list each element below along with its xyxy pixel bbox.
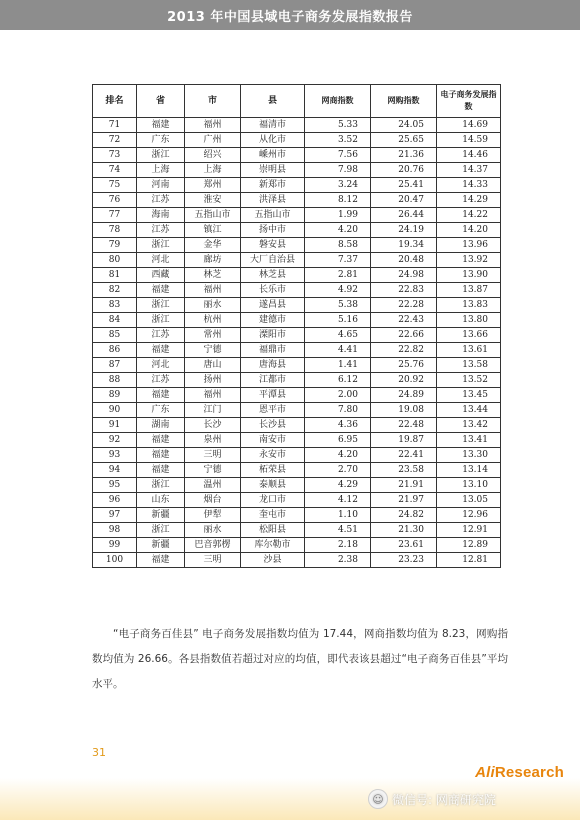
city-cell: 福州 bbox=[185, 388, 241, 403]
column-header-county: 县 bbox=[241, 85, 305, 118]
county-cell: 遂昌县 bbox=[241, 298, 305, 313]
city-cell: 扬州 bbox=[185, 373, 241, 388]
city-cell: 宁德 bbox=[185, 343, 241, 358]
shopping-index-cell: 21.30 bbox=[371, 523, 437, 538]
province-cell: 浙江 bbox=[137, 148, 185, 163]
county-cell: 崇明县 bbox=[241, 163, 305, 178]
merchant-index-cell: 4.65 bbox=[305, 328, 371, 343]
table-row bbox=[93, 508, 501, 523]
ecommerce-index-cell: 14.69 bbox=[437, 118, 501, 133]
county-cell: 扬中市 bbox=[241, 223, 305, 238]
shopping-index-cell: 20.76 bbox=[371, 163, 437, 178]
aliresearch-logo bbox=[475, 764, 564, 781]
rank-cell: 79 bbox=[93, 238, 137, 253]
county-cell: 库尔勒市 bbox=[241, 538, 305, 553]
merchant-index-cell: 7.37 bbox=[305, 253, 371, 268]
merchant-index-cell: 4.41 bbox=[305, 343, 371, 358]
shopping-index-cell: 22.28 bbox=[371, 298, 437, 313]
table-row bbox=[93, 313, 501, 328]
province-cell: 江苏 bbox=[137, 373, 185, 388]
table-row bbox=[93, 328, 501, 343]
county-cell: 奎屯市 bbox=[241, 508, 305, 523]
shopping-index-cell: 25.41 bbox=[371, 178, 437, 193]
shopping-index-cell: 19.34 bbox=[371, 238, 437, 253]
ranking-table-container bbox=[92, 84, 500, 568]
merchant-index-cell: 4.51 bbox=[305, 523, 371, 538]
ecommerce-index-cell: 13.44 bbox=[437, 403, 501, 418]
rank-cell: 75 bbox=[93, 178, 137, 193]
table-row bbox=[93, 298, 501, 313]
merchant-index-cell: 5.38 bbox=[305, 298, 371, 313]
shopping-index-cell: 22.41 bbox=[371, 448, 437, 463]
county-cell: 福清市 bbox=[241, 118, 305, 133]
ecommerce-index-cell: 14.33 bbox=[437, 178, 501, 193]
shopping-index-cell: 24.82 bbox=[371, 508, 437, 523]
rank-cell: 96 bbox=[93, 493, 137, 508]
province-cell: 广东 bbox=[137, 403, 185, 418]
province-cell: 福建 bbox=[137, 343, 185, 358]
rank-cell: 97 bbox=[93, 508, 137, 523]
table-row bbox=[93, 538, 501, 553]
province-cell: 福建 bbox=[137, 118, 185, 133]
rank-cell: 81 bbox=[93, 268, 137, 283]
shopping-index-cell: 21.36 bbox=[371, 148, 437, 163]
province-cell: 浙江 bbox=[137, 238, 185, 253]
ecommerce-index-cell: 14.29 bbox=[437, 193, 501, 208]
ecommerce-index-cell: 13.92 bbox=[437, 253, 501, 268]
logo-research-text: Research bbox=[494, 764, 564, 781]
merchant-index-cell: 7.98 bbox=[305, 163, 371, 178]
shopping-index-cell: 25.76 bbox=[371, 358, 437, 373]
ecommerce-index-cell: 13.05 bbox=[437, 493, 501, 508]
city-cell: 金华 bbox=[185, 238, 241, 253]
rank-cell: 86 bbox=[93, 343, 137, 358]
province-cell: 福建 bbox=[137, 388, 185, 403]
table-row bbox=[93, 238, 501, 253]
city-cell: 五指山市 bbox=[185, 208, 241, 223]
ecommerce-index-cell: 13.41 bbox=[437, 433, 501, 448]
table-row bbox=[93, 388, 501, 403]
merchant-index-cell: 7.80 bbox=[305, 403, 371, 418]
rank-cell: 98 bbox=[93, 523, 137, 538]
ecommerce-index-cell: 12.81 bbox=[437, 553, 501, 568]
province-cell: 浙江 bbox=[137, 298, 185, 313]
city-cell: 伊犁 bbox=[185, 508, 241, 523]
county-cell: 从化市 bbox=[241, 133, 305, 148]
ecommerce-index-cell: 14.46 bbox=[437, 148, 501, 163]
county-cell: 磐安县 bbox=[241, 238, 305, 253]
shopping-index-cell: 24.19 bbox=[371, 223, 437, 238]
county-cell: 洪泽县 bbox=[241, 193, 305, 208]
ranking-table bbox=[92, 84, 501, 568]
province-cell: 河北 bbox=[137, 358, 185, 373]
ecommerce-index-cell: 13.87 bbox=[437, 283, 501, 298]
table-row bbox=[93, 208, 501, 223]
city-cell: 烟台 bbox=[185, 493, 241, 508]
merchant-index-cell: 4.12 bbox=[305, 493, 371, 508]
city-cell: 福州 bbox=[185, 118, 241, 133]
ecommerce-index-cell: 14.22 bbox=[437, 208, 501, 223]
shopping-index-cell: 25.65 bbox=[371, 133, 437, 148]
wechat-icon: ☺ bbox=[368, 789, 388, 809]
rank-cell: 83 bbox=[93, 298, 137, 313]
rank-cell: 91 bbox=[93, 418, 137, 433]
city-cell: 巴音郭楞 bbox=[185, 538, 241, 553]
table-row bbox=[93, 163, 501, 178]
rank-cell: 87 bbox=[93, 358, 137, 373]
ecommerce-index-cell: 13.45 bbox=[437, 388, 501, 403]
rank-cell: 72 bbox=[93, 133, 137, 148]
county-cell: 五指山市 bbox=[241, 208, 305, 223]
province-cell: 海南 bbox=[137, 208, 185, 223]
county-cell: 嵊州市 bbox=[241, 148, 305, 163]
table-row bbox=[93, 403, 501, 418]
merchant-index-cell: 6.12 bbox=[305, 373, 371, 388]
county-cell: 唐海县 bbox=[241, 358, 305, 373]
merchant-index-cell: 4.92 bbox=[305, 283, 371, 298]
county-cell: 永安市 bbox=[241, 448, 305, 463]
table-row bbox=[93, 478, 501, 493]
rank-cell: 77 bbox=[93, 208, 137, 223]
report-title: 2013 年中国县域电子商务发展指数报告 bbox=[167, 9, 413, 25]
ecommerce-index-cell: 12.91 bbox=[437, 523, 501, 538]
shopping-index-cell: 24.05 bbox=[371, 118, 437, 133]
province-cell: 山东 bbox=[137, 493, 185, 508]
ecommerce-index-cell: 14.59 bbox=[437, 133, 501, 148]
province-cell: 西藏 bbox=[137, 268, 185, 283]
merchant-index-cell: 4.29 bbox=[305, 478, 371, 493]
ecommerce-index-cell: 13.58 bbox=[437, 358, 501, 373]
shopping-index-cell: 22.48 bbox=[371, 418, 437, 433]
shopping-index-cell: 19.87 bbox=[371, 433, 437, 448]
merchant-index-cell: 2.81 bbox=[305, 268, 371, 283]
column-header-province: 省 bbox=[137, 85, 185, 118]
merchant-index-cell: 1.99 bbox=[305, 208, 371, 223]
province-cell: 福建 bbox=[137, 553, 185, 568]
merchant-index-cell: 3.52 bbox=[305, 133, 371, 148]
ecommerce-index-cell: 13.30 bbox=[437, 448, 501, 463]
shopping-index-cell: 24.98 bbox=[371, 268, 437, 283]
ecommerce-index-cell: 13.96 bbox=[437, 238, 501, 253]
table-row bbox=[93, 493, 501, 508]
shopping-index-cell: 23.58 bbox=[371, 463, 437, 478]
column-header-merchant-index: 网商指数 bbox=[305, 85, 371, 118]
city-cell: 三明 bbox=[185, 553, 241, 568]
county-cell: 江都市 bbox=[241, 373, 305, 388]
city-cell: 江门 bbox=[185, 403, 241, 418]
table-row bbox=[93, 358, 501, 373]
county-cell: 大厂自治县 bbox=[241, 253, 305, 268]
page-header bbox=[0, 0, 580, 30]
merchant-index-cell: 7.56 bbox=[305, 148, 371, 163]
city-cell: 泉州 bbox=[185, 433, 241, 448]
county-cell: 长乐市 bbox=[241, 283, 305, 298]
shopping-index-cell: 24.89 bbox=[371, 388, 437, 403]
table-row bbox=[93, 253, 501, 268]
county-cell: 平潭县 bbox=[241, 388, 305, 403]
shopping-index-cell: 21.91 bbox=[371, 478, 437, 493]
ecommerce-index-cell: 13.42 bbox=[437, 418, 501, 433]
province-cell: 江苏 bbox=[137, 223, 185, 238]
rank-cell: 78 bbox=[93, 223, 137, 238]
shopping-index-cell: 22.82 bbox=[371, 343, 437, 358]
merchant-index-cell: 4.20 bbox=[305, 223, 371, 238]
rank-cell: 89 bbox=[93, 388, 137, 403]
city-cell: 三明 bbox=[185, 448, 241, 463]
rank-cell: 73 bbox=[93, 148, 137, 163]
city-cell: 郑州 bbox=[185, 178, 241, 193]
ecommerce-index-cell: 13.14 bbox=[437, 463, 501, 478]
column-header-rank: 排名 bbox=[93, 85, 137, 118]
table-row bbox=[93, 433, 501, 448]
table-row bbox=[93, 283, 501, 298]
city-cell: 福州 bbox=[185, 283, 241, 298]
shopping-index-cell: 23.61 bbox=[371, 538, 437, 553]
shopping-index-cell: 20.48 bbox=[371, 253, 437, 268]
province-cell: 江苏 bbox=[137, 328, 185, 343]
city-cell: 上海 bbox=[185, 163, 241, 178]
city-cell: 丽水 bbox=[185, 298, 241, 313]
shopping-index-cell: 23.23 bbox=[371, 553, 437, 568]
province-cell: 新疆 bbox=[137, 538, 185, 553]
rank-cell: 99 bbox=[93, 538, 137, 553]
table-body bbox=[93, 118, 501, 568]
ecommerce-index-cell: 12.96 bbox=[437, 508, 501, 523]
shopping-index-cell: 19.08 bbox=[371, 403, 437, 418]
ecommerce-index-cell: 13.80 bbox=[437, 313, 501, 328]
county-cell: 南安市 bbox=[241, 433, 305, 448]
merchant-index-cell: 8.58 bbox=[305, 238, 371, 253]
wechat-watermark bbox=[368, 788, 573, 810]
table-row bbox=[93, 373, 501, 388]
shopping-index-cell: 22.43 bbox=[371, 313, 437, 328]
city-cell: 林芝 bbox=[185, 268, 241, 283]
ecommerce-index-cell: 13.52 bbox=[437, 373, 501, 388]
province-cell: 福建 bbox=[137, 433, 185, 448]
merchant-index-cell: 5.33 bbox=[305, 118, 371, 133]
ecommerce-index-cell: 13.66 bbox=[437, 328, 501, 343]
city-cell: 长沙 bbox=[185, 418, 241, 433]
shopping-index-cell: 21.97 bbox=[371, 493, 437, 508]
ecommerce-index-cell: 14.37 bbox=[437, 163, 501, 178]
rank-cell: 80 bbox=[93, 253, 137, 268]
city-cell: 廊坊 bbox=[185, 253, 241, 268]
shopping-index-cell: 26.44 bbox=[371, 208, 437, 223]
province-cell: 江苏 bbox=[137, 193, 185, 208]
column-header-ecommerce-index: 电子商务发展指数 bbox=[437, 85, 501, 118]
province-cell: 上海 bbox=[137, 163, 185, 178]
table-row bbox=[93, 118, 501, 133]
merchant-index-cell: 2.38 bbox=[305, 553, 371, 568]
rank-cell: 74 bbox=[93, 163, 137, 178]
county-cell: 沙县 bbox=[241, 553, 305, 568]
province-cell: 福建 bbox=[137, 448, 185, 463]
rank-cell: 94 bbox=[93, 463, 137, 478]
table-row bbox=[93, 523, 501, 538]
ecommerce-index-cell: 13.90 bbox=[437, 268, 501, 283]
merchant-index-cell: 3.24 bbox=[305, 178, 371, 193]
table-row bbox=[93, 148, 501, 163]
merchant-index-cell: 2.70 bbox=[305, 463, 371, 478]
rank-cell: 90 bbox=[93, 403, 137, 418]
table-row bbox=[93, 553, 501, 568]
rank-cell: 84 bbox=[93, 313, 137, 328]
city-cell: 丽水 bbox=[185, 523, 241, 538]
province-cell: 湖南 bbox=[137, 418, 185, 433]
county-cell: 泰顺县 bbox=[241, 478, 305, 493]
county-cell: 建德市 bbox=[241, 313, 305, 328]
wechat-label: 微信号: 网商研究院 bbox=[392, 792, 496, 807]
city-cell: 镇江 bbox=[185, 223, 241, 238]
rank-cell: 85 bbox=[93, 328, 137, 343]
county-cell: 龙口市 bbox=[241, 493, 305, 508]
rank-cell: 82 bbox=[93, 283, 137, 298]
shopping-index-cell: 20.47 bbox=[371, 193, 437, 208]
province-cell: 河南 bbox=[137, 178, 185, 193]
county-cell: 新郑市 bbox=[241, 178, 305, 193]
ecommerce-index-cell: 13.61 bbox=[437, 343, 501, 358]
table-row bbox=[93, 133, 501, 148]
province-cell: 福建 bbox=[137, 463, 185, 478]
page-number: 31 bbox=[92, 746, 106, 759]
merchant-index-cell: 2.18 bbox=[305, 538, 371, 553]
column-header-city: 市 bbox=[185, 85, 241, 118]
ecommerce-index-cell: 12.89 bbox=[437, 538, 501, 553]
merchant-index-cell: 4.20 bbox=[305, 448, 371, 463]
county-cell: 福鼎市 bbox=[241, 343, 305, 358]
province-cell: 浙江 bbox=[137, 523, 185, 538]
merchant-index-cell: 1.10 bbox=[305, 508, 371, 523]
shopping-index-cell: 20.92 bbox=[371, 373, 437, 388]
province-cell: 福建 bbox=[137, 283, 185, 298]
county-cell: 林芝县 bbox=[241, 268, 305, 283]
shopping-index-cell: 22.66 bbox=[371, 328, 437, 343]
merchant-index-cell: 2.00 bbox=[305, 388, 371, 403]
county-cell: 长沙县 bbox=[241, 418, 305, 433]
province-cell: 河北 bbox=[137, 253, 185, 268]
table-row bbox=[93, 343, 501, 358]
ecommerce-index-cell: 14.20 bbox=[437, 223, 501, 238]
logo-ali-text: Ali bbox=[475, 764, 495, 781]
rank-cell: 88 bbox=[93, 373, 137, 388]
county-cell: 溧阳市 bbox=[241, 328, 305, 343]
city-cell: 绍兴 bbox=[185, 148, 241, 163]
province-cell: 浙江 bbox=[137, 478, 185, 493]
county-cell: 恩平市 bbox=[241, 403, 305, 418]
table-row bbox=[93, 193, 501, 208]
city-cell: 杭州 bbox=[185, 313, 241, 328]
summary-paragraph: “电子商务百佳县” 电子商务发展指数均值为 17.44，网商指数均值为 8.23，网购指数均值为 26.66。各县指数值若超过对应的均值，即代表该县超过“电子商务百佳县”平均水平。 bbox=[92, 628, 508, 690]
ecommerce-index-cell: 13.10 bbox=[437, 478, 501, 493]
city-cell: 温州 bbox=[185, 478, 241, 493]
table-row bbox=[93, 448, 501, 463]
column-header-shopping-index: 网购指数 bbox=[371, 85, 437, 118]
merchant-index-cell: 8.12 bbox=[305, 193, 371, 208]
rank-cell: 76 bbox=[93, 193, 137, 208]
rank-cell: 92 bbox=[93, 433, 137, 448]
table-header-row bbox=[93, 85, 501, 118]
city-cell: 常州 bbox=[185, 328, 241, 343]
city-cell: 唐山 bbox=[185, 358, 241, 373]
ecommerce-index-cell: 13.83 bbox=[437, 298, 501, 313]
province-cell: 浙江 bbox=[137, 313, 185, 328]
merchant-index-cell: 5.16 bbox=[305, 313, 371, 328]
province-cell: 广东 bbox=[137, 133, 185, 148]
rank-cell: 71 bbox=[93, 118, 137, 133]
merchant-index-cell: 4.36 bbox=[305, 418, 371, 433]
rank-cell: 100 bbox=[93, 553, 137, 568]
table-row bbox=[93, 418, 501, 433]
table-row bbox=[93, 178, 501, 193]
rank-cell: 93 bbox=[93, 448, 137, 463]
table-row bbox=[93, 463, 501, 478]
merchant-index-cell: 1.41 bbox=[305, 358, 371, 373]
county-cell: 松阳县 bbox=[241, 523, 305, 538]
city-cell: 广州 bbox=[185, 133, 241, 148]
shopping-index-cell: 22.83 bbox=[371, 283, 437, 298]
table-row bbox=[93, 268, 501, 283]
city-cell: 宁德 bbox=[185, 463, 241, 478]
city-cell: 淮安 bbox=[185, 193, 241, 208]
merchant-index-cell: 6.95 bbox=[305, 433, 371, 448]
province-cell: 新疆 bbox=[137, 508, 185, 523]
rank-cell: 95 bbox=[93, 478, 137, 493]
county-cell: 柘荣县 bbox=[241, 463, 305, 478]
table-row bbox=[93, 223, 501, 238]
